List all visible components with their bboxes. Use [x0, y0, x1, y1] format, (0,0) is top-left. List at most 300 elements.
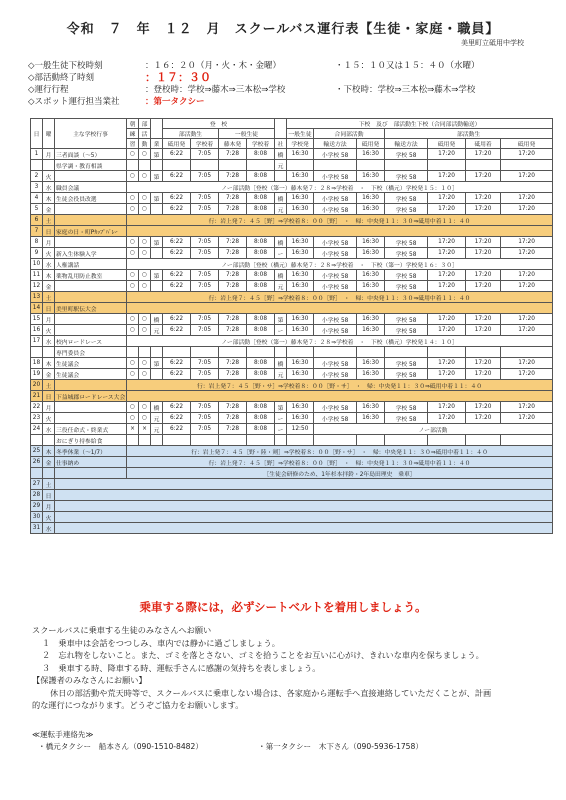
table-row [31, 523, 553, 534]
table-cell: 小学校 58 [314, 149, 357, 160]
table-cell: 火 [43, 325, 55, 336]
table-cell: 17:20 [428, 281, 466, 292]
table-cell [139, 347, 151, 358]
table-cell: 17:20 [466, 325, 501, 336]
table-cell: 7:05 [191, 402, 219, 413]
info-row-route [28, 84, 548, 96]
table-cell: ○ [139, 204, 151, 215]
table-cell: 7:28 [219, 402, 247, 413]
table-cell: 水 [43, 523, 55, 534]
table-cell: 第 [151, 270, 163, 281]
table-row [31, 468, 553, 479]
table-cell: 生徒議会 [55, 358, 127, 369]
table-cell: 8:08 [247, 171, 275, 182]
table-cell: 16:30 [287, 237, 314, 248]
table-cell: 17:20 [466, 369, 501, 380]
table-cell: 8:08 [247, 358, 275, 369]
header-club-students: 部活動生 [163, 129, 219, 139]
table-row [31, 457, 553, 468]
header-day: 日 [31, 119, 43, 149]
table-cell: 木 [43, 358, 55, 369]
table-cell: 7:05 [191, 149, 219, 160]
table-cell: 学校 58 [385, 193, 428, 204]
table-cell: 16:30 [287, 193, 314, 204]
table-cell: 生徒会役員改選 [55, 193, 127, 204]
table-cell: 火 [43, 171, 55, 182]
table-cell: 17:20 [466, 171, 501, 182]
table-cell: 7:05 [191, 358, 219, 369]
table-cell: 17:20 [501, 369, 553, 380]
table-cell: 学校 58 [385, 248, 428, 259]
table-cell: 17:20 [501, 149, 553, 160]
table-row [31, 204, 553, 215]
table-cell: 11 [31, 270, 43, 281]
table-cell: 16:30 [287, 270, 314, 281]
table-cell [55, 325, 127, 336]
table-cell: 16:30 [287, 171, 314, 182]
table-cell [287, 347, 314, 358]
table-cell: 新入生体験入学 [55, 248, 127, 259]
table-cell: 月 [43, 501, 55, 512]
table-cell [55, 523, 553, 534]
table-cell: 薬物乱用防止教室 [55, 270, 127, 281]
table-cell: 16:30 [357, 325, 385, 336]
table-cell [127, 435, 139, 446]
table-row [31, 160, 553, 171]
table-cell: 8:08 [247, 281, 275, 292]
table-cell: 27 [31, 479, 43, 490]
table-cell: 8:08 [247, 325, 275, 336]
table-cell: 7:28 [219, 424, 247, 435]
table-cell: 16:30 [287, 358, 314, 369]
table-cell: 16:30 [357, 248, 385, 259]
school-name: 美里町立砥用中学校 [461, 39, 524, 47]
table-row [31, 281, 553, 292]
table-cell: 28 [31, 490, 43, 501]
table-cell [385, 347, 428, 358]
header-toukou: 登 校 [163, 119, 275, 129]
table-cell [55, 171, 127, 182]
table-cell: 6:22 [163, 237, 191, 248]
table-cell: 元 [151, 413, 163, 424]
header-col: 藤木発 [219, 139, 247, 149]
table-cell: 17:20 [501, 171, 553, 182]
table-cell: 7:28 [219, 149, 247, 160]
table-cell: × [127, 424, 139, 435]
table-cell: 金 [43, 281, 55, 292]
table-cell: 木 [43, 446, 55, 457]
table-cell [55, 468, 127, 479]
table-cell: 生徒議会 [55, 369, 127, 380]
table-row [31, 237, 553, 248]
table-cell: 17:20 [501, 358, 553, 369]
table-cell: 5 [31, 204, 43, 215]
table-cell [219, 435, 247, 446]
table-cell [55, 512, 553, 523]
table-cell [127, 160, 139, 171]
info-value: ：１７：３０ [145, 71, 211, 84]
table-cell: 17:20 [501, 281, 553, 292]
table-cell: ー [275, 424, 287, 435]
table-cell: 16:30 [287, 248, 314, 259]
table-cell: 7:28 [219, 204, 247, 215]
table-cell: 小学校 58 [314, 171, 357, 182]
table-cell [357, 160, 385, 171]
page-title: 令和 ７ 年 １２ 月 スクールバス運行表【生徒・家庭・職員】 [66, 22, 500, 37]
table-cell [31, 347, 43, 358]
table-cell: 火 [43, 248, 55, 259]
guardian-text: 休日の部活動や荒天時等で、スクールバスに乗車しない場合は、各家庭から運転手へ直接連絡していただくことが、計画 [50, 687, 492, 698]
table-cell: 17:20 [428, 270, 466, 281]
table-cell [55, 204, 127, 215]
table-cell: 15 [31, 314, 43, 325]
table-cell: 23 [31, 413, 43, 424]
table-row [31, 380, 553, 391]
header-company-2 [275, 119, 287, 139]
table-cell: 8:08 [247, 424, 275, 435]
table-cell: 木 [43, 193, 55, 204]
table-cell: ○ [127, 149, 139, 160]
table-row [31, 402, 553, 413]
table-cell: 小学校 58 [314, 237, 357, 248]
table-cell [466, 160, 501, 171]
table-cell: 17:20 [501, 193, 553, 204]
table-cell: 17:20 [428, 325, 466, 336]
table-cell: 16 [31, 325, 43, 336]
table-cell: 小学校 58 [314, 314, 357, 325]
table-row [31, 501, 553, 512]
table-row [31, 435, 553, 446]
table-cell: 17:20 [501, 237, 553, 248]
table-cell: ー [275, 325, 287, 336]
table-row [31, 259, 553, 270]
table-cell: 7:28 [219, 248, 247, 259]
table-cell: 行：岩上発７：４５［野］⇒学校着８：００［野］ ・ 帰：中央発１１：３０⇒砥用中着１１：４０ [127, 292, 553, 303]
table-cell [428, 435, 466, 446]
table-cell: 7:05 [191, 204, 219, 215]
table-cell [191, 160, 219, 171]
table-cell [466, 347, 501, 358]
table-cell [127, 226, 553, 237]
table-row [31, 490, 553, 501]
table-cell: 土 [43, 292, 55, 303]
table-cell: 学校 58 [385, 402, 428, 413]
table-cell: 7:05 [191, 314, 219, 325]
table-cell: 日 [43, 391, 55, 402]
table-cell: 橋 [151, 314, 163, 325]
table-cell: 元 [275, 160, 287, 171]
table-cell [43, 347, 55, 358]
table-cell [151, 369, 163, 380]
info-row-club-end [28, 72, 548, 84]
table-cell: 16:30 [357, 149, 385, 160]
table-cell: 第 [151, 171, 163, 182]
table-cell: 16:30 [287, 204, 314, 215]
header-col: 砥用着 [466, 139, 501, 149]
table-cell: 6:22 [163, 369, 191, 380]
table-cell: 橋 [275, 149, 287, 160]
table-cell: 7:05 [191, 424, 219, 435]
table-cell: 17:20 [428, 237, 466, 248]
table-cell: 火 [43, 512, 55, 523]
table-cell: 8:08 [247, 413, 275, 424]
table-cell: ○ [139, 270, 151, 281]
table-cell: 水 [43, 336, 55, 347]
table-cell: ［生徒会研修のため、1年杉本拝鈴・2年島田理史 乗車］ [127, 468, 553, 479]
table-row [31, 347, 553, 358]
table-cell: 7:05 [191, 281, 219, 292]
table-cell: ー [275, 248, 287, 259]
table-cell [314, 347, 357, 358]
note-item: ３ 乗車する時、降車する時、運転手さんに感謝の気持ちを表しましょう。 [42, 662, 321, 673]
table-cell: 7:05 [191, 369, 219, 380]
table-cell: ノー部活動 [314, 424, 553, 435]
table-cell: ○ [139, 413, 151, 424]
table-cell [55, 501, 553, 512]
table-cell: ○ [139, 248, 151, 259]
table-cell [219, 160, 247, 171]
info-row-company [28, 96, 548, 108]
header-col: 学校着 [247, 139, 275, 149]
table-cell: 三役任命式・終業式 [55, 424, 127, 435]
contacts-block [32, 729, 552, 753]
table-cell: 橋 [151, 402, 163, 413]
table-cell: 8:08 [247, 270, 275, 281]
table-cell: 橋 [275, 358, 287, 369]
table-cell: 元 [151, 325, 163, 336]
table-cell: 土 [43, 380, 55, 391]
table-cell [139, 160, 151, 171]
table-cell: 学校 58 [385, 413, 428, 424]
table-cell: ノー部活動［登校（第一）藤木発７：２８⇒学校着 ・ 下校（橋元）学校発１４：１０］ [127, 336, 553, 347]
table-cell [43, 468, 55, 479]
table-cell: 第 [151, 193, 163, 204]
header-dow: 曜 [43, 119, 55, 149]
table-cell: 水 [43, 259, 55, 270]
table-cell: 土 [43, 479, 55, 490]
table-row [31, 314, 553, 325]
table-cell [163, 160, 191, 171]
table-cell: 小学校 58 [314, 402, 357, 413]
table-cell: 6:22 [163, 281, 191, 292]
table-cell: 日 [43, 303, 55, 314]
table-cell: ー [275, 413, 287, 424]
header-col: 輸送方法 [314, 139, 357, 149]
table-row [31, 248, 553, 259]
table-cell: 16:30 [357, 413, 385, 424]
table-cell: 13 [31, 292, 43, 303]
table-cell: 12:50 [287, 424, 314, 435]
table-cell: 第 [151, 358, 163, 369]
table-cell: 21 [31, 391, 43, 402]
table-row [31, 512, 553, 523]
table-cell: ○ [127, 369, 139, 380]
table-cell: ○ [139, 193, 151, 204]
table-cell: 元 [151, 424, 163, 435]
table-cell: 7:05 [191, 237, 219, 248]
table-cell: 1 [31, 149, 43, 160]
table-cell: 16:30 [357, 402, 385, 413]
header-col: 砥用発 [163, 139, 191, 149]
table-cell [31, 468, 43, 479]
table-cell: 6:22 [163, 193, 191, 204]
table-cell: 17:20 [428, 149, 466, 160]
table-cell [219, 347, 247, 358]
table-cell [55, 292, 127, 303]
table-cell [151, 347, 163, 358]
table-cell: 三者面談（～5） [55, 149, 127, 160]
table-row [31, 358, 553, 369]
table-cell: 17:20 [501, 413, 553, 424]
table-cell: 26 [31, 457, 43, 468]
table-cell: ○ [127, 413, 139, 424]
table-cell: 6:22 [163, 248, 191, 259]
info-label: ◇部活動終了時刻 [28, 73, 95, 83]
table-cell: 土 [43, 215, 55, 226]
table-cell: 17:20 [466, 413, 501, 424]
table-cell: 17:20 [501, 314, 553, 325]
table-cell: 美里町駅伝大会 [55, 303, 127, 314]
table-cell: 16:30 [357, 358, 385, 369]
table-cell: 17:20 [466, 204, 501, 215]
info-block [28, 60, 548, 108]
table-cell: 学校 58 [385, 270, 428, 281]
table-cell: 8:08 [247, 402, 275, 413]
table-cell [55, 413, 127, 424]
table-row [31, 193, 553, 204]
table-cell [55, 237, 127, 248]
table-cell: 17:20 [466, 248, 501, 259]
table-cell: 17:20 [466, 193, 501, 204]
table-row [31, 413, 553, 424]
table-row [31, 215, 553, 226]
table-cell: ○ [139, 149, 151, 160]
table-cell: 16:30 [287, 149, 314, 160]
table-cell: 火 [43, 413, 55, 424]
table-cell: ○ [127, 281, 139, 292]
table-row [31, 292, 553, 303]
table-cell: 人権講話 [55, 259, 127, 270]
table-cell [501, 160, 553, 171]
table-cell [55, 314, 127, 325]
table-cell: 元 [275, 204, 287, 215]
table-row [31, 391, 553, 402]
table-cell: 18 [31, 358, 43, 369]
table-cell: 学校 58 [385, 325, 428, 336]
table-cell [139, 435, 151, 446]
table-cell: 8:08 [247, 149, 275, 160]
note-item: ２ 忘れ物をしないこと。また、ゴミを落とさない、ゴミを拾うことをお互いに心がけ、きれいな車内を保ちましょう。 [42, 650, 484, 660]
table-cell: 17:20 [466, 402, 501, 413]
table-cell [287, 435, 314, 446]
table-cell: 17:20 [501, 248, 553, 259]
table-cell: 12 [31, 281, 43, 292]
guardian-heading: 【保護者のみなさんにお願い】 [32, 675, 147, 685]
table-cell: 小学校 58 [314, 204, 357, 215]
table-cell [501, 347, 553, 358]
header-club-2: 活 [139, 129, 151, 139]
table-cell [127, 391, 553, 402]
table-cell: 橋 [275, 270, 287, 281]
table-cell [43, 160, 55, 171]
table-cell: ○ [127, 325, 139, 336]
header-club-3: 動 [139, 139, 151, 149]
table-cell [275, 347, 287, 358]
table-cell: 29 [31, 501, 43, 512]
table-row [31, 182, 553, 193]
table-cell: ○ [127, 248, 139, 259]
header-morning: 朝 [127, 119, 139, 129]
table-cell: ○ [127, 358, 139, 369]
table-cell [428, 347, 466, 358]
table-cell: 行：岩上発７：４５［野］⇒学校着８：００［野］ ・ 帰：中央発１１：３０⇒砥用中着１１：４０ [127, 215, 553, 226]
table-cell: 6:22 [163, 325, 191, 336]
table-cell: 20 [31, 380, 43, 391]
table-cell: 6:22 [163, 204, 191, 215]
table-cell: 16:30 [287, 314, 314, 325]
table-cell [151, 281, 163, 292]
table-cell: 17 [31, 336, 43, 347]
table-body [31, 149, 553, 534]
info-value: ：第一タクシー [145, 97, 205, 107]
table-cell: 8:08 [247, 314, 275, 325]
table-cell: 6:22 [163, 413, 191, 424]
table-cell: 7:05 [191, 413, 219, 424]
table-cell: ○ [127, 270, 139, 281]
contacts-row [32, 741, 552, 753]
table-cell: 小学校 58 [314, 270, 357, 281]
table-cell [31, 160, 43, 171]
info-value-2: ・１５：１０又は１５：４０（水曜） [335, 61, 480, 71]
table-cell: 学校 58 [385, 358, 428, 369]
table-row [31, 270, 553, 281]
header-general-students: 一般生徒 [219, 129, 275, 139]
header-col: 学校発 [287, 139, 314, 149]
table-cell: ○ [139, 281, 151, 292]
table-cell: 6:22 [163, 314, 191, 325]
table-cell: 8:08 [247, 193, 275, 204]
table-cell: ○ [139, 369, 151, 380]
table-cell: 8:08 [247, 204, 275, 215]
header-gekou: 下校 及び 部活動生下校（合同部活動輸送） [287, 119, 553, 129]
table-cell: 17:20 [428, 204, 466, 215]
table-cell: 7:05 [191, 193, 219, 204]
table-cell [314, 160, 357, 171]
table-cell: 6:22 [163, 424, 191, 435]
table-cell [163, 435, 191, 446]
notes-heading: スクールバスに乗車する生徒のみなさんへお願い [32, 625, 212, 635]
table-cell: 6 [31, 215, 43, 226]
table-cell: 日 [43, 226, 55, 237]
table-cell: ○ [139, 402, 151, 413]
table-cell: 22 [31, 402, 43, 413]
table-cell: 17:20 [466, 314, 501, 325]
table-row [31, 171, 553, 182]
table-cell: ノー部活動［登校（第一）藤木発７：２８⇒学校着 ・ 下校（橋元）学校発１５：１０］ [127, 182, 553, 193]
table-cell: 行：岩上発７：４５［野・サ］⇒学校着８：００［野・サ］ ・ 帰：中央発１１：３０⇒砥用中着１１：４０ [127, 380, 553, 391]
table-cell: 7:05 [191, 270, 219, 281]
table-cell: 7:28 [219, 314, 247, 325]
table-cell: 学校 58 [385, 237, 428, 248]
table-cell: 小学校 58 [314, 413, 357, 424]
table-cell: 6:22 [163, 149, 191, 160]
table-cell: ○ [127, 204, 139, 215]
table-cell: 17:20 [466, 237, 501, 248]
table-cell: 6:22 [163, 358, 191, 369]
table-row [31, 325, 553, 336]
header-club-group: 部活動生 [385, 129, 553, 139]
contacts-heading: ≪運転手連絡先≫ [32, 730, 94, 739]
